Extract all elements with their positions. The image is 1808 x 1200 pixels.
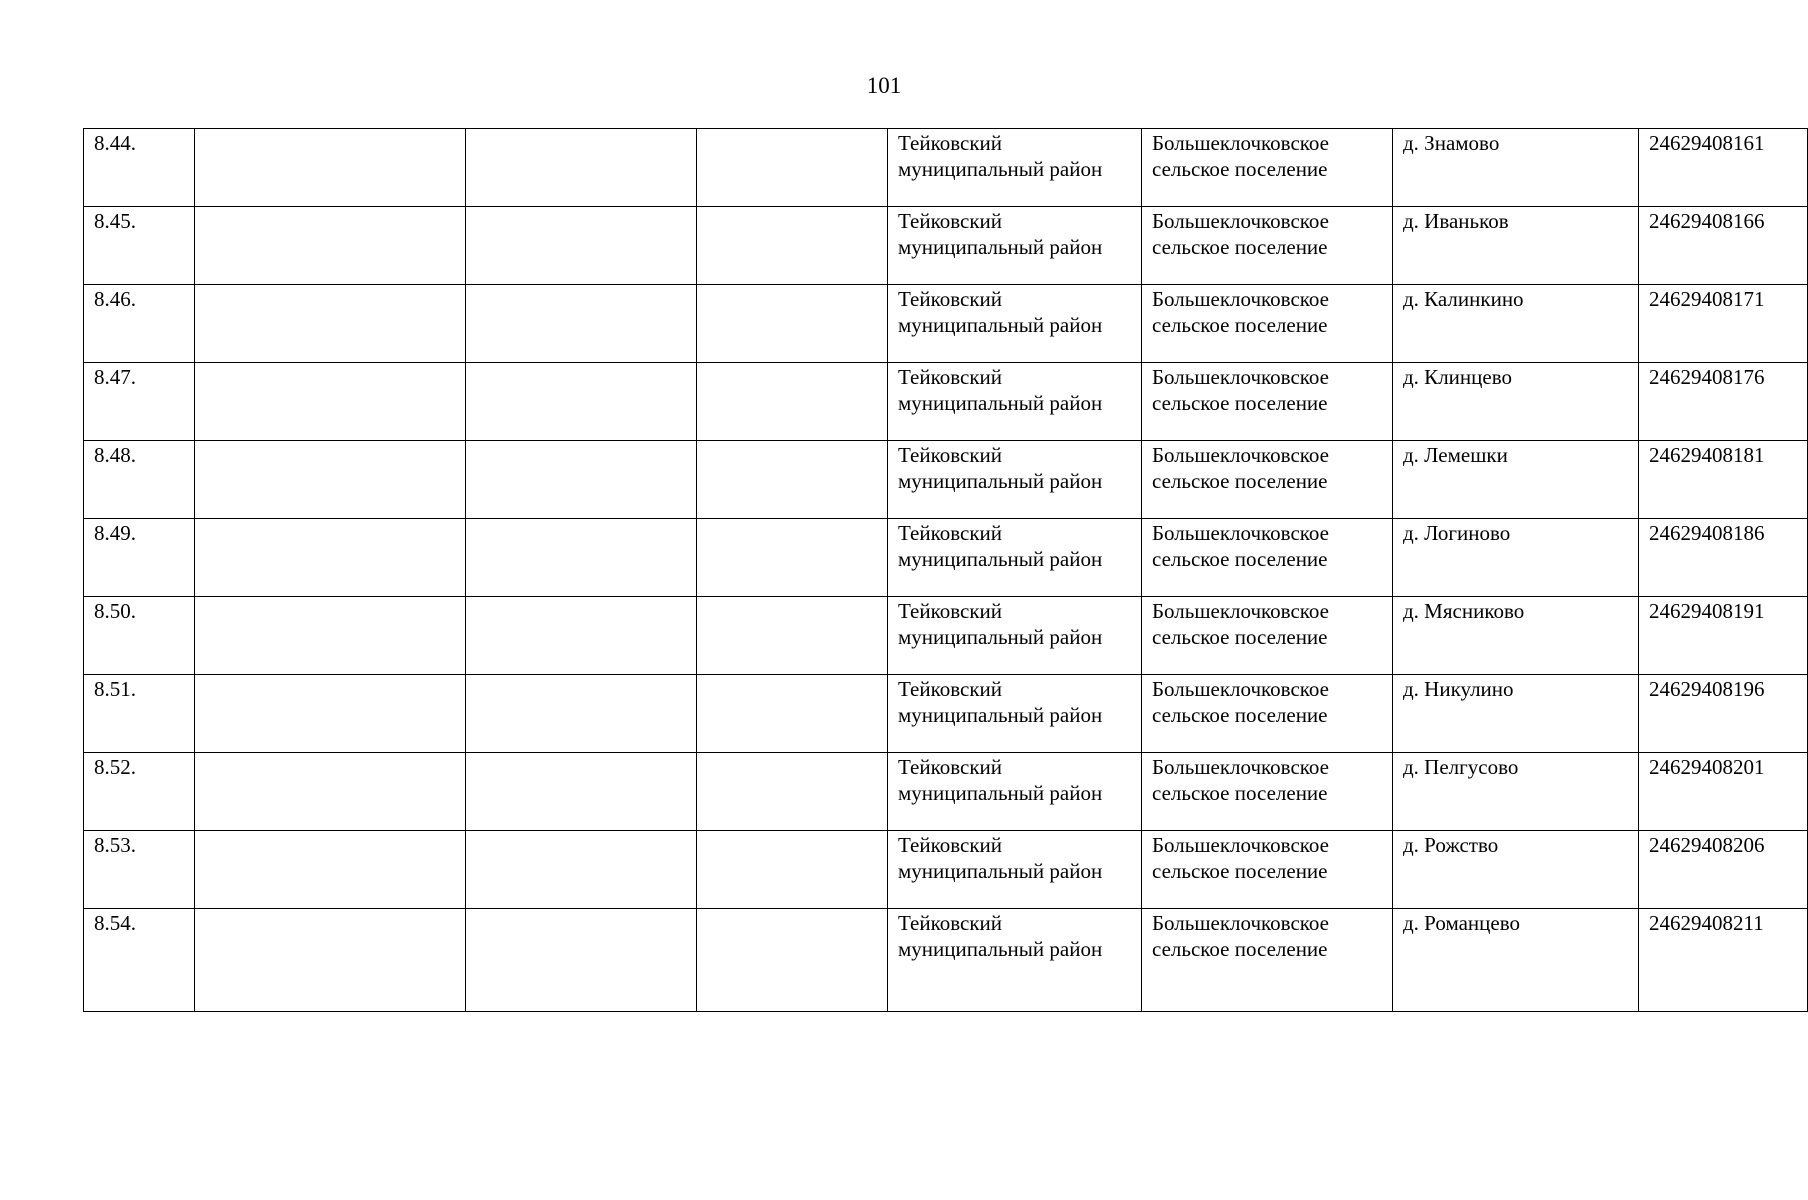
settlement-cell: Большеклочковское сельское поселение [1142, 753, 1393, 831]
table-row [84, 285, 1808, 363]
settlement-cell: Большеклочковское сельское поселение [1142, 363, 1393, 441]
row-number-cell: 8.48. [84, 441, 195, 519]
empty-cell [195, 207, 466, 285]
table-row [84, 909, 1808, 1012]
empty-cell [466, 285, 697, 363]
empty-cell [697, 753, 888, 831]
empty-cell [195, 363, 466, 441]
oktmo-code-cell: 24629408171 [1639, 285, 1808, 363]
settlements-table [83, 128, 1808, 1012]
table-row [84, 753, 1808, 831]
district-cell: Тейковский муниципальный район [888, 831, 1142, 909]
empty-cell [195, 909, 466, 1012]
empty-cell [195, 129, 466, 207]
locality-cell: д. Рожство [1393, 831, 1639, 909]
row-number-cell: 8.52. [84, 753, 195, 831]
settlement-cell: Большеклочковское сельское поселение [1142, 831, 1393, 909]
oktmo-code-cell: 24629408161 [1639, 129, 1808, 207]
table-row [84, 129, 1808, 207]
empty-cell [195, 597, 466, 675]
table-row [84, 363, 1808, 441]
row-number-cell: 8.51. [84, 675, 195, 753]
settlement-cell: Большеклочковское сельское поселение [1142, 519, 1393, 597]
empty-cell [697, 285, 888, 363]
empty-cell [195, 831, 466, 909]
locality-cell: д. Логиново [1393, 519, 1639, 597]
oktmo-code-cell: 24629408206 [1639, 831, 1808, 909]
row-number-cell: 8.45. [84, 207, 195, 285]
settlement-cell: Большеклочковское сельское поселение [1142, 597, 1393, 675]
settlement-cell: Большеклочковское сельское поселение [1142, 207, 1393, 285]
settlement-cell: Большеклочковское сельское поселение [1142, 441, 1393, 519]
district-cell: Тейковский муниципальный район [888, 207, 1142, 285]
district-cell: Тейковский муниципальный район [888, 597, 1142, 675]
row-number-cell: 8.50. [84, 597, 195, 675]
empty-cell [466, 441, 697, 519]
oktmo-code-cell: 24629408176 [1639, 363, 1808, 441]
district-cell: Тейковский муниципальный район [888, 129, 1142, 207]
empty-cell [195, 753, 466, 831]
row-number-cell: 8.47. [84, 363, 195, 441]
empty-cell [697, 129, 888, 207]
district-cell: Тейковский муниципальный район [888, 675, 1142, 753]
oktmo-code-cell: 24629408201 [1639, 753, 1808, 831]
empty-cell [466, 753, 697, 831]
table-row [84, 597, 1808, 675]
oktmo-code-cell: 24629408186 [1639, 519, 1808, 597]
empty-cell [697, 519, 888, 597]
locality-cell: д. Пелгусово [1393, 753, 1639, 831]
row-number-cell: 8.49. [84, 519, 195, 597]
table-row [84, 675, 1808, 753]
district-cell: Тейковский муниципальный район [888, 285, 1142, 363]
empty-cell [697, 363, 888, 441]
empty-cell [195, 519, 466, 597]
oktmo-code-cell: 24629408211 [1639, 909, 1808, 1012]
empty-cell [697, 207, 888, 285]
empty-cell [195, 441, 466, 519]
empty-cell [466, 597, 697, 675]
empty-cell [466, 831, 697, 909]
empty-cell [697, 675, 888, 753]
empty-cell [466, 675, 697, 753]
row-number-cell: 8.54. [84, 909, 195, 1012]
table-row [84, 441, 1808, 519]
empty-cell [195, 675, 466, 753]
row-number-cell: 8.46. [84, 285, 195, 363]
empty-cell [466, 207, 697, 285]
oktmo-code-cell: 24629408166 [1639, 207, 1808, 285]
district-cell: Тейковский муниципальный район [888, 753, 1142, 831]
oktmo-code-cell: 24629408196 [1639, 675, 1808, 753]
row-number-cell: 8.53. [84, 831, 195, 909]
table-row [84, 207, 1808, 285]
empty-cell [697, 831, 888, 909]
locality-cell: д. Лемешки [1393, 441, 1639, 519]
district-cell: Тейковский муниципальный район [888, 441, 1142, 519]
empty-cell [466, 519, 697, 597]
settlement-cell: Большеклочковское сельское поселение [1142, 285, 1393, 363]
empty-cell [466, 129, 697, 207]
oktmo-code-cell: 24629408191 [1639, 597, 1808, 675]
row-number-cell: 8.44. [84, 129, 195, 207]
district-cell: Тейковский муниципальный район [888, 363, 1142, 441]
table-row [84, 831, 1808, 909]
district-cell: Тейковский муниципальный район [888, 909, 1142, 1012]
settlement-cell: Большеклочковское сельское поселение [1142, 909, 1393, 1012]
locality-cell: д. Клинцево [1393, 363, 1639, 441]
page-number: 101 [866, 73, 902, 98]
empty-cell [697, 441, 888, 519]
empty-cell [697, 597, 888, 675]
locality-cell: д. Никулино [1393, 675, 1639, 753]
locality-cell: д. Романцево [1393, 909, 1639, 1012]
empty-cell [697, 909, 888, 1012]
settlement-cell: Большеклочковское сельское поселение [1142, 675, 1393, 753]
empty-cell [195, 285, 466, 363]
empty-cell [466, 909, 697, 1012]
locality-cell: д. Знамово [1393, 129, 1639, 207]
table-body [84, 129, 1808, 1012]
settlement-cell: Большеклочковское сельское поселение [1142, 129, 1393, 207]
empty-cell [466, 363, 697, 441]
locality-cell: д. Иваньков [1393, 207, 1639, 285]
oktmo-code-cell: 24629408181 [1639, 441, 1808, 519]
district-cell: Тейковский муниципальный район [888, 519, 1142, 597]
locality-cell: д. Калинкино [1393, 285, 1639, 363]
locality-cell: д. Мясниково [1393, 597, 1639, 675]
table-row [84, 519, 1808, 597]
